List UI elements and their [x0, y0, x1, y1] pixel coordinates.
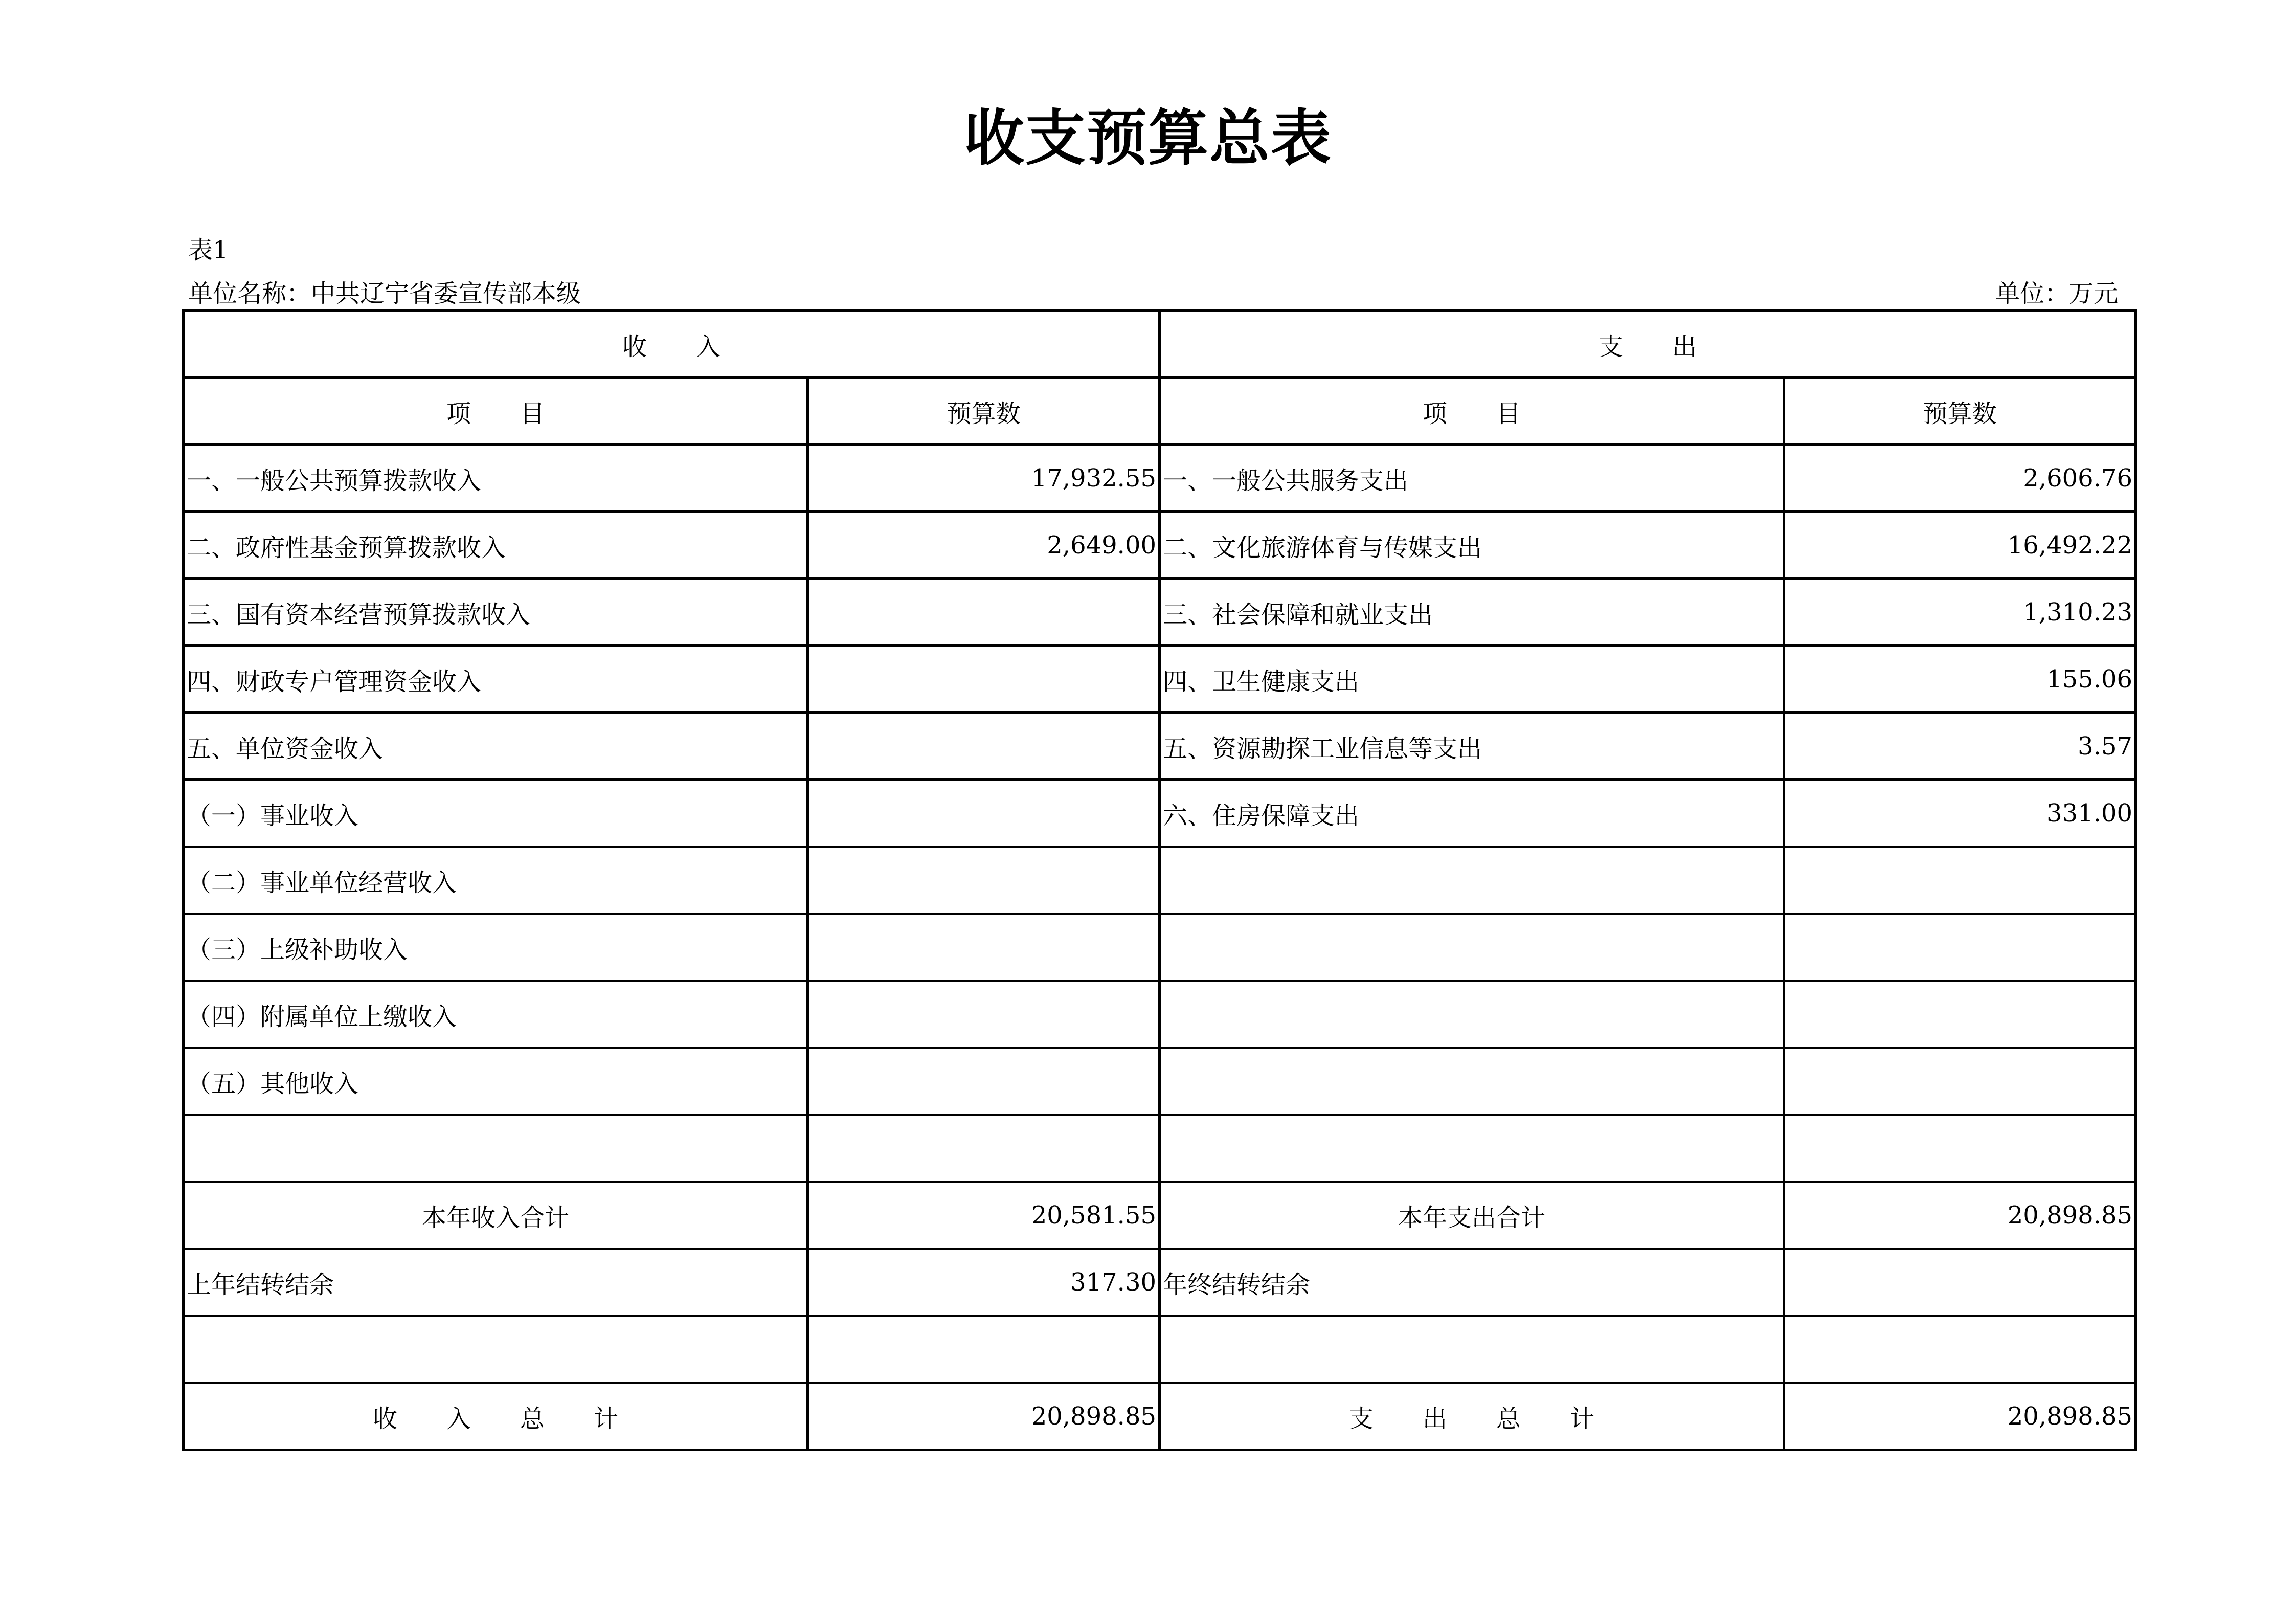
income-year-total-amount: 20,581.55 [808, 1182, 1160, 1249]
blank-cell [184, 1316, 808, 1383]
table-number: 表1 [188, 236, 229, 264]
unit-name: 单位名称：中共辽宁省委宣传部本级 [188, 279, 581, 308]
expense-year-total-amount: 20,898.85 [1784, 1182, 2136, 1249]
table-row [184, 579, 2136, 646]
table-row [184, 512, 2136, 579]
income-carry-label: 上年结转结余 [184, 1249, 808, 1316]
income-item: 四、财政专户管理资金收入 [184, 646, 808, 713]
table-row [184, 847, 2136, 914]
currency-unit: 单位：万元 [1995, 279, 2118, 308]
income-amount: 2,649.00 [808, 512, 1160, 579]
expense-item: 一、一般公共服务支出 [1160, 445, 1784, 512]
income-amount: 17,932.55 [808, 445, 1160, 512]
section-header-row [184, 311, 2136, 378]
expense-section-header: 支 出 [1160, 311, 2136, 378]
income-item: （四）附属单位上缴收入 [184, 981, 808, 1048]
expense-item [1160, 914, 1784, 981]
blank-cell [1160, 1316, 1784, 1383]
income-grand-total-label: 收 入 总 计 [184, 1383, 808, 1450]
income-amount [808, 847, 1160, 914]
income-item: （三）上级补助收入 [184, 914, 808, 981]
expense-amount [1784, 847, 2136, 914]
expense-amount [1784, 981, 2136, 1048]
income-item-header: 项 目 [184, 378, 808, 445]
page-title: 收支预算总表 [963, 103, 1332, 173]
income-item: （五）其他收入 [184, 1048, 808, 1115]
income-section-header: 收 入 [184, 311, 1160, 378]
expense-amount [1784, 914, 2136, 981]
income-amount [808, 713, 1160, 780]
income-carry-amount: 317.30 [808, 1249, 1160, 1316]
table-row [184, 445, 2136, 512]
expense-amount: 2,606.76 [1784, 445, 2136, 512]
income-amount [808, 981, 1160, 1048]
column-header-row [184, 378, 2136, 445]
income-amount [808, 579, 1160, 646]
income-item: 二、政府性基金预算拨款收入 [184, 512, 808, 579]
income-grand-total-amount: 20,898.85 [808, 1383, 1160, 1450]
expense-item-header: 项 目 [1160, 378, 1784, 445]
income-item: 三、国有资本经营预算拨款收入 [184, 579, 808, 646]
expense-amount: 331.00 [1784, 780, 2136, 847]
expense-item [1160, 1048, 1784, 1115]
income-amount [808, 1048, 1160, 1115]
expense-item: 四、卫生健康支出 [1160, 646, 1784, 713]
table-row [184, 1048, 2136, 1115]
expense-amount: 3.57 [1784, 713, 2136, 780]
year-total-row [184, 1182, 2136, 1249]
income-year-total-label: 本年收入合计 [184, 1182, 808, 1249]
expense-amount: 155.06 [1784, 646, 2136, 713]
blank-cell [1784, 1316, 2136, 1383]
carry-over-row [184, 1249, 2136, 1316]
expense-grand-total-amount: 20,898.85 [1784, 1383, 2136, 1450]
income-amount [808, 1115, 1160, 1182]
table-row [184, 780, 2136, 847]
expense-item [1160, 981, 1784, 1048]
table-row [184, 981, 2136, 1048]
income-item: （二）事业单位经营收入 [184, 847, 808, 914]
expense-amount-header: 预算数 [1784, 378, 2136, 445]
table-row [184, 646, 2136, 713]
expense-item: 六、住房保障支出 [1160, 780, 1784, 847]
income-amount [808, 914, 1160, 981]
income-amount-header: 预算数 [808, 378, 1160, 445]
table-row [184, 1115, 2136, 1182]
income-amount [808, 780, 1160, 847]
table-row [184, 713, 2136, 780]
expense-amount: 1,310.23 [1784, 579, 2136, 646]
expense-item [1160, 847, 1784, 914]
income-amount [808, 646, 1160, 713]
expense-item [1160, 1115, 1784, 1182]
expense-year-total-label: 本年支出合计 [1160, 1182, 1784, 1249]
budget-table [182, 309, 2137, 1451]
expense-amount [1784, 1048, 2136, 1115]
table-row [184, 914, 2136, 981]
expense-item: 二、文化旅游体育与传媒支出 [1160, 512, 1784, 579]
blank-row [184, 1316, 2136, 1383]
grand-total-row [184, 1383, 2136, 1450]
expense-item: 三、社会保障和就业支出 [1160, 579, 1784, 646]
expense-item: 五、资源勘探工业信息等支出 [1160, 713, 1784, 780]
income-item [184, 1115, 808, 1182]
expense-grand-total-label: 支 出 总 计 [1160, 1383, 1784, 1450]
expense-amount [1784, 1115, 2136, 1182]
expense-carry-label: 年终结转结余 [1160, 1249, 1784, 1316]
income-item: 五、单位资金收入 [184, 713, 808, 780]
income-item: 一、一般公共预算拨款收入 [184, 445, 808, 512]
expense-amount: 16,492.22 [1784, 512, 2136, 579]
blank-cell [808, 1316, 1160, 1383]
expense-carry-amount [1784, 1249, 2136, 1316]
income-item: （一）事业收入 [184, 780, 808, 847]
